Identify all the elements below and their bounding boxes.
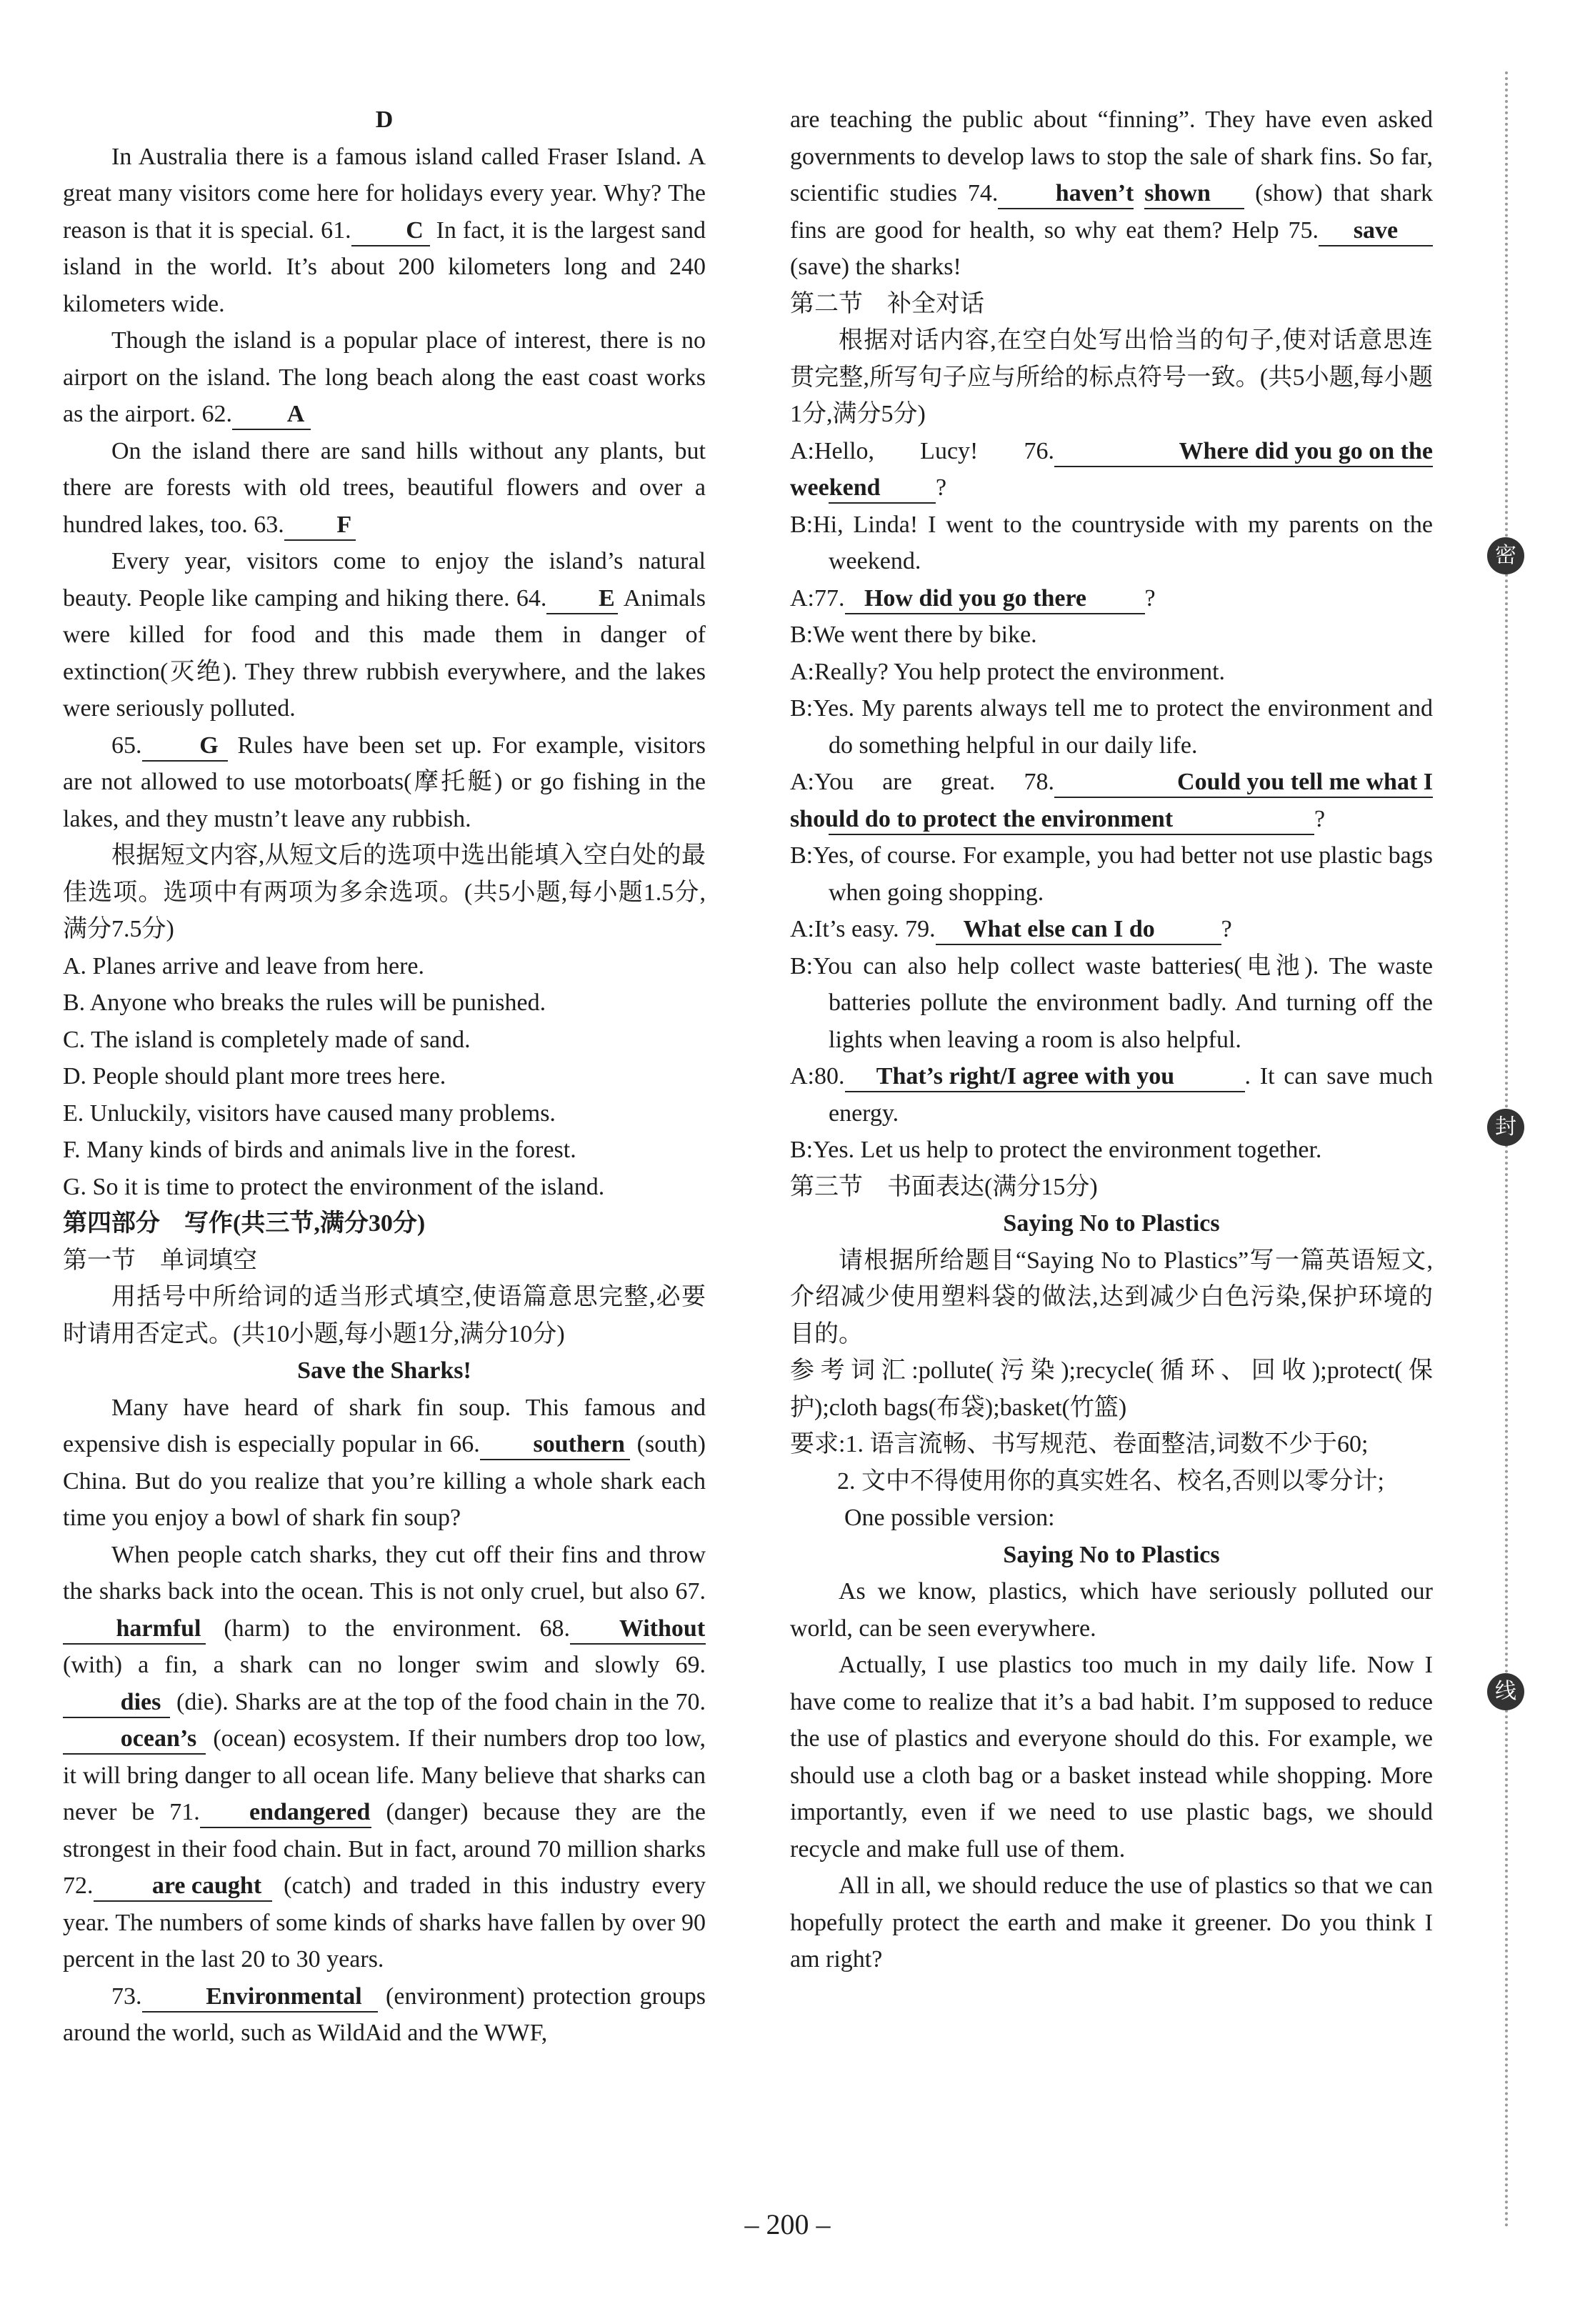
dialogue-line: B:Yes, of course. For example, you had better not use plastic bags when going shopping.	[790, 842, 1433, 906]
sharks-p3-continued: are teaching the public about “finning”. They have even asked governments to develop laws to stop the sale of shark fins. So far, scientific studies 74. haven’t shown (show) that shark fins are good for health, so why eat them? Help 75. save (save) the sharks!	[790, 106, 1434, 280]
section-instruction: 根据短文内容,从短文后的选项中选出能填入空白处的最佳选项。选项中有两项为多余选项。(共5小题,每小题1.5分,满分7.5分)	[63, 842, 706, 942]
dialogue-line: B:You can also help collect waste batteries(电池). The waste batteries pollute the environment badly. And turning off the lights when leaving a room is also helpful.	[790, 952, 1433, 1053]
model-paragraph: All in all, we should reduce the use of plastics so that we can hopefully protect the earth and make it greener. Do you think I am right?	[790, 1872, 1433, 1973]
answer-76-cont: weekend	[829, 474, 936, 504]
option-item: B. Anyone who breaks the rules will be punished.	[63, 989, 546, 1016]
section-instruction: 请根据所给题目“Saying No to Plastics”写一篇英语短文,介绍减少使用塑料袋的做法,达到减少白色污染,保护环境的目的。	[790, 1247, 1433, 1347]
option-item: E. Unluckily, visitors have caused many problems.	[63, 1099, 556, 1127]
answer-72: are caught	[94, 1872, 272, 1902]
answer-68: Without	[570, 1615, 706, 1645]
requirement-1: 要求:1. 语言流畅、书写规范、卷面整洁,词数不少于60;	[790, 1431, 1369, 1457]
section-letter: D	[375, 106, 394, 133]
answer-71: endangered	[200, 1798, 371, 1828]
passage-title: Save the Sharks!	[297, 1357, 471, 1384]
dialogue-line: A:It’s easy. 79. What else can I do ?	[790, 911, 1433, 948]
section-heading: 第三节 书面表达(满分15分)	[790, 1173, 1098, 1200]
model-paragraph: As we know, plastics, which have seriously polluted our world, can be seen everywhere.	[790, 1578, 1433, 1642]
right-column	[790, 101, 1433, 1978]
dialogue-line: A:Really? You help protect the environment.	[790, 658, 1226, 685]
answer-62: A	[232, 400, 311, 430]
answer-64: E	[546, 584, 618, 614]
model-essay-title: Saying No to Plastics	[1003, 1541, 1220, 1568]
answer-79: What else can I do	[936, 915, 1221, 945]
answer-73: Environmental	[142, 1983, 378, 2013]
requirement-2: 2. 文中不得使用你的真实姓名、校名,否则以零分计;	[837, 1467, 1384, 1495]
answer-66: southern	[480, 1430, 630, 1460]
seal-mark: 封	[1487, 1109, 1524, 1146]
dialogue-line: A:80. That’s right/I agree with you . It can save much energy.	[790, 1063, 1433, 1127]
dialogue-line: A:You are great. 78. Could you tell me what I should do to protect the environment ?	[790, 764, 1433, 837]
option-item: D. People should plant more trees here.	[63, 1063, 446, 1089]
page-number: – 200 –	[744, 2208, 831, 2240]
binding-line	[1505, 71, 1508, 2229]
section-instruction: 用括号中所给词的适当形式填空,使语篇意思完整,必要时请用否定式。(共10小题,每小题1分,满分10分)	[63, 1284, 706, 1347]
answer-75: save	[1319, 216, 1433, 246]
dialogue-line: A:Hello, Lucy! 76. Where did you go on the weekend ?	[790, 433, 1433, 507]
passage-d-p2: Though the island is a popular place of interest, there is no airport on the island. The long beach along the east coast works as the airport. 62. A	[63, 322, 706, 433]
answer-80: That’s right/I agree with you	[845, 1062, 1245, 1092]
left-column	[63, 101, 706, 2052]
answer-67: harmful	[63, 1615, 206, 1645]
answer-63: F	[284, 511, 356, 541]
option-item: G. So it is time to protect the environment of the island.	[63, 1173, 605, 1200]
answer-78-cont: should do to protect the environment	[829, 805, 1314, 835]
possible-version-label: One possible version:	[844, 1505, 1055, 1531]
seal-mark: 密	[1487, 537, 1524, 574]
passage-d-p3: On the island there are sand hills without any plants, but there are forests with old trees, beautiful flowers and over a hundred lakes, too. 63. F	[63, 433, 706, 544]
sharks-p2: When people catch sharks, they cut off their fins and throw the sharks back into the ocean. This is not only cruel, but also 67.harmful (harm) to the environment. 68. Without (with) a fin, a shark can no longer swim and slowly 69.dies (die). Sharks are at the top of the food chain in the 70.ocean’s (ocean) ecosystem. If their numbers drop too low, it will bring danger to all ocean life. Many believe that sharks can never be 71. endangered (danger) because they are the strongest in their food chain. But in fact, around 70 million sharks 72. are caught (catch) and traded in this industry every year. The numbers of some kinds of sharks have fallen by over 90 percent in the last 20 to 30 years.	[63, 1541, 706, 1973]
part-heading: 第四部分 写作(共三节,满分30分)	[63, 1210, 426, 1237]
model-paragraph: Actually, I use plastics too much in my daily life. Now I have come to realize that it’s a bad habit. I’m supposed to reduce the use of plastics and everyone should do this. For example, we should use a cloth bag or a basket instead while shopping. More importantly, even if we need to use plastic bags, we should recycle and make full use of them.	[790, 1652, 1433, 1862]
option-item: A. Planes arrive and leave from here.	[63, 952, 424, 979]
passage-d-p5: 65. G Rules have been set up. For example, visitors are not allowed to use motorboats(摩托艇) or go fishing in the lakes, and they mustn’t leave any rubbish.	[63, 732, 706, 832]
seal-mark: 线	[1487, 1673, 1524, 1710]
answer-61: C	[351, 216, 430, 246]
passage-d-p4: Every year, visitors come to enjoy the island’s natural beauty. People like camping and hiking there. 64. E Animals were killed for food and this made them in danger of extinction(灭绝). They threw rubbish everywhere, and the lakes were seriously polluted.	[63, 548, 706, 722]
option-item: F. Many kinds of birds and animals live in the forest.	[63, 1137, 576, 1163]
passage-d-p1: In Australia there is a famous island called Fraser Island. A great many visitors come here for holidays every year. Why? The reason is that it is special. 61. C In fact, it is the largest sand island in the world. It’s about 200 kilometers long and 240 kilometers wide.	[63, 143, 706, 317]
dialogue-line: B:Hi, Linda! I went to the countryside with my parents on the weekend.	[790, 511, 1433, 574]
answer-77: How did you go there	[845, 584, 1145, 614]
sharks-p1: Many have heard of shark fin soup. This famous and expensive dish is especially popular in 66. southern (south) China. But do you realize that you’re killing a whole shark each time you enjoy a bowl of shark fin soup?	[63, 1394, 706, 1531]
option-list	[63, 948, 706, 1206]
section-heading: 第一节 单词填空	[63, 1247, 257, 1274]
answer-70: ocean’s	[63, 1725, 206, 1755]
answer-69: dies	[63, 1688, 170, 1718]
reference-vocabulary: 参考词汇:pollute(污染);recycle(循环、回收);protect(保护);cloth bags(布袋);basket(竹篮)	[790, 1357, 1433, 1421]
dialogue-line: A:77. How did you go there ?	[790, 580, 1433, 617]
answer-78: Could you tell me what I	[1054, 768, 1433, 798]
option-item: C. The island is completely made of sand.	[63, 1026, 471, 1053]
answer-76: Where did you go on the	[1054, 437, 1433, 467]
answer-74-cont: shown	[1144, 179, 1244, 209]
section-instruction: 根据对话内容,在空白处写出恰当的句子,使对话意思连贯完整,所写句子应与所给的标点符号一致。(共5小题,每小题1分,满分5分)	[790, 327, 1433, 427]
sharks-p3: 73. Environmental (environment) protection groups around the world, such as WildAid and the WWF,	[63, 1983, 706, 2046]
dialogue-line: B:Yes. Let us help to protect the environment together.	[790, 1137, 1322, 1163]
essay-title: Saying No to Plastics	[1003, 1210, 1220, 1237]
dialogue-line: B:We went there by bike.	[790, 622, 1037, 648]
answer-65: G	[142, 732, 228, 762]
dialogue-line: B:Yes. My parents always tell me to protect the environment and do something helpful in our daily life.	[790, 695, 1433, 759]
section-heading: 第二节 补全对话	[790, 290, 984, 317]
answer-74: haven’t	[998, 179, 1134, 209]
